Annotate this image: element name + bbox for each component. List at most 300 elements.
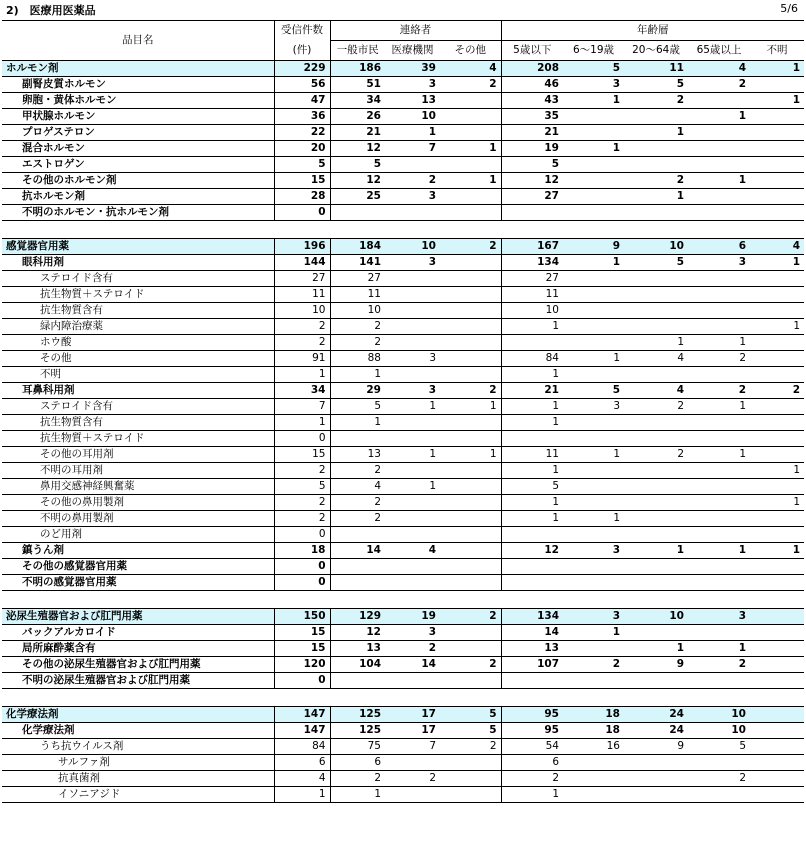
cell-age-3: 1 [688,641,750,657]
cell-contact-2: 2 [440,239,501,255]
cell-age-2: 10 [624,609,688,625]
cell-age-1: 1 [563,511,624,527]
row-label: その他のホルモン剤 [2,173,274,189]
table-row [2,351,804,367]
cell-contact-2 [440,479,501,495]
cell-age-4: 1 [750,319,804,335]
spacer-cell [688,689,750,707]
cell-age-0: 11 [501,287,563,303]
row-label: 抗生物質含有 [2,415,274,431]
cell-age-1 [563,431,624,447]
cell-contact-0: 104 [330,657,385,673]
cell-age-3: 3 [688,609,750,625]
header-age-2: 20～64歳 [624,41,688,61]
cell-age-3 [688,431,750,447]
cell-age-1 [563,125,624,141]
cell-age-1 [563,335,624,351]
row-label: 抗生物質＋ステロイド [2,431,274,447]
cell-age-2: 11 [624,61,688,77]
cell-contact-0: 12 [330,173,385,189]
cell-age-2 [624,141,688,157]
cell-contact-2: 5 [440,707,501,723]
cell-contact-0: 13 [330,447,385,463]
cell-age-2 [624,367,688,383]
row-label: 抗生物質含有 [2,303,274,319]
cell-contact-0: 4 [330,479,385,495]
cell-age-3: 5 [688,739,750,755]
cell-age-1 [563,641,624,657]
cell-count: 147 [274,707,330,723]
cell-age-0: 43 [501,93,563,109]
cell-age-1 [563,109,624,125]
row-label: ステロイド含有 [2,271,274,287]
cell-age-0: 6 [501,755,563,771]
table-row [2,173,804,189]
cell-count: 20 [274,141,330,157]
table-row [2,383,804,399]
cell-age-2: 2 [624,447,688,463]
cell-contact-2 [440,189,501,205]
cell-age-3 [688,463,750,479]
cell-age-4 [750,271,804,287]
cell-age-2 [624,431,688,447]
row-label: 副腎皮質ホルモン [2,77,274,93]
spacer-cell [274,689,330,707]
spacer-cell [688,591,750,609]
cell-age-0: 1 [501,319,563,335]
cell-age-3 [688,141,750,157]
cell-contact-2 [440,109,501,125]
cell-age-2 [624,287,688,303]
cell-age-0: 208 [501,61,563,77]
table-row [2,723,804,739]
cell-age-1 [563,463,624,479]
table-row [2,657,804,673]
table-row [2,77,804,93]
cell-age-2 [624,787,688,803]
cell-contact-0: 5 [330,157,385,173]
table-row [2,157,804,173]
cell-contact-0: 141 [330,255,385,271]
cell-age-4 [750,415,804,431]
cell-contact-2 [440,527,501,543]
cell-age-2: 1 [624,335,688,351]
table-row [2,109,804,125]
cell-age-0: 2 [501,771,563,787]
cell-contact-1 [385,511,440,527]
row-label: 不明の鼻用製剤 [2,511,274,527]
cell-age-1: 3 [563,399,624,415]
spacer-cell [2,591,274,609]
cell-count: 34 [274,383,330,399]
table-row [2,205,804,221]
cell-age-4 [750,77,804,93]
row-label: 泌尿生殖器官および肛門用薬 [2,609,274,625]
spacer-cell [440,591,501,609]
cell-count: 27 [274,271,330,287]
cell-age-1 [563,755,624,771]
cell-age-2: 1 [624,125,688,141]
cell-age-2: 9 [624,739,688,755]
cell-age-2 [624,319,688,335]
cell-age-4: 1 [750,61,804,77]
section-title: 2) 医療用医薬品 [6,4,96,17]
cell-count: 0 [274,431,330,447]
cell-contact-2 [440,495,501,511]
cell-count: 11 [274,287,330,303]
cell-contact-1: 3 [385,383,440,399]
cell-age-2: 2 [624,399,688,415]
cell-contact-0: 129 [330,609,385,625]
table-row [2,255,804,271]
cell-contact-2 [440,303,501,319]
cell-age-0 [501,575,563,591]
cell-contact-2 [440,543,501,559]
cell-count: 120 [274,657,330,673]
cell-age-1 [563,319,624,335]
cell-contact-1: 10 [385,109,440,125]
cell-age-1: 1 [563,255,624,271]
cell-contact-2 [440,205,501,221]
cell-count: 1 [274,787,330,803]
row-label: プロゲステロン [2,125,274,141]
cell-age-2 [624,109,688,125]
cell-contact-1 [385,755,440,771]
cell-contact-1: 4 [385,543,440,559]
cell-contact-1 [385,287,440,303]
cell-age-0: 11 [501,447,563,463]
cell-age-2 [624,271,688,287]
cell-age-3 [688,157,750,173]
cell-contact-0: 13 [330,641,385,657]
cell-age-4 [750,787,804,803]
cell-age-1: 18 [563,723,624,739]
cell-age-0: 1 [501,399,563,415]
cell-age-0: 27 [501,271,563,287]
cell-age-0: 46 [501,77,563,93]
cell-age-1 [563,575,624,591]
table-row [2,303,804,319]
cell-age-0: 1 [501,495,563,511]
header-age-group: 年齢層 [501,21,804,41]
cell-age-0: 13 [501,641,563,657]
cell-age-3: 2 [688,351,750,367]
cell-contact-1: 17 [385,723,440,739]
cell-age-1 [563,205,624,221]
row-label: 感覚器官用薬 [2,239,274,255]
cell-age-0: 95 [501,707,563,723]
cell-age-0: 10 [501,303,563,319]
row-label: ホルモン剤 [2,61,274,77]
cell-count: 47 [274,93,330,109]
cell-contact-2 [440,755,501,771]
cell-age-1 [563,367,624,383]
cell-age-2 [624,511,688,527]
cell-contact-1: 2 [385,641,440,657]
cell-count: 0 [274,527,330,543]
cell-count: 56 [274,77,330,93]
row-label: 抗ホルモン剤 [2,189,274,205]
cell-age-3 [688,575,750,591]
cell-contact-2: 2 [440,739,501,755]
cell-age-3: 2 [688,771,750,787]
cell-contact-2 [440,787,501,803]
table-row [2,739,804,755]
cell-contact-2 [440,157,501,173]
header-count-unit: (件) [274,41,330,61]
cell-age-1: 18 [563,707,624,723]
cell-age-4 [750,609,804,625]
cell-age-1 [563,527,624,543]
spacer-cell [624,689,688,707]
cell-age-2 [624,559,688,575]
cell-age-0: 134 [501,255,563,271]
cell-age-4 [750,771,804,787]
table-row [2,319,804,335]
cell-count: 7 [274,399,330,415]
cell-age-0: 12 [501,173,563,189]
row-label: その他の感覚器官用薬 [2,559,274,575]
cell-contact-1 [385,335,440,351]
cell-count: 84 [274,739,330,755]
cell-age-0: 14 [501,625,563,641]
cell-age-4 [750,351,804,367]
cell-age-1 [563,303,624,319]
cell-age-0: 1 [501,367,563,383]
cell-contact-2 [440,125,501,141]
cell-age-2 [624,303,688,319]
cell-contact-2: 1 [440,447,501,463]
cell-age-0: 5 [501,157,563,173]
cell-age-2: 10 [624,239,688,255]
cell-contact-0: 12 [330,141,385,157]
cell-age-2: 4 [624,383,688,399]
cell-age-0: 35 [501,109,563,125]
cell-age-3: 1 [688,399,750,415]
header-contact-group: 連絡者 [330,21,501,41]
cell-contact-0: 2 [330,511,385,527]
cell-age-1: 1 [563,625,624,641]
row-label: うち抗ウイルス剤 [2,739,274,755]
cell-contact-1: 14 [385,657,440,673]
table-row [2,673,804,689]
row-label: 混合ホルモン [2,141,274,157]
cell-age-4: 1 [750,93,804,109]
cell-age-4 [750,559,804,575]
row-label: その他の耳用剤 [2,447,274,463]
cell-contact-2: 2 [440,77,501,93]
cell-age-0: 95 [501,723,563,739]
row-label: サルファ剤 [2,755,274,771]
cell-age-4 [750,527,804,543]
spacer-cell [750,221,804,239]
cell-age-3 [688,287,750,303]
cell-contact-0 [330,575,385,591]
cell-contact-0: 11 [330,287,385,303]
cell-contact-1 [385,319,440,335]
cell-contact-1 [385,575,440,591]
row-label: イソニアジド [2,787,274,803]
cell-age-2: 4 [624,351,688,367]
cell-age-3 [688,527,750,543]
cell-contact-1: 3 [385,351,440,367]
table-row [2,495,804,511]
cell-contact-1: 17 [385,707,440,723]
cell-contact-0: 10 [330,303,385,319]
cell-count: 18 [274,543,330,559]
cell-contact-1: 3 [385,255,440,271]
cell-count: 0 [274,559,330,575]
cell-age-1 [563,479,624,495]
cell-age-4 [750,673,804,689]
cell-contact-2 [440,367,501,383]
cell-age-4 [750,189,804,205]
cell-contact-0: 26 [330,109,385,125]
cell-age-4 [750,739,804,755]
table-row [2,625,804,641]
cell-age-0: 5 [501,479,563,495]
cell-age-3 [688,479,750,495]
cell-age-2 [624,771,688,787]
cell-age-0: 1 [501,463,563,479]
cell-age-4 [750,755,804,771]
cell-count: 28 [274,189,330,205]
cell-age-0 [501,673,563,689]
table-row [2,511,804,527]
cell-age-1 [563,173,624,189]
spacer-cell [501,221,563,239]
cell-age-2: 24 [624,707,688,723]
cell-age-3: 1 [688,447,750,463]
cell-age-2: 9 [624,657,688,673]
cell-age-3 [688,93,750,109]
cell-count: 196 [274,239,330,255]
table-row [2,287,804,303]
cell-contact-2 [440,415,501,431]
cell-contact-1: 19 [385,609,440,625]
cell-age-4 [750,303,804,319]
cell-contact-0: 2 [330,319,385,335]
cell-age-2: 1 [624,189,688,205]
cell-count: 5 [274,157,330,173]
table-row [2,335,804,351]
cell-age-4 [750,109,804,125]
spacer-cell [501,591,563,609]
row-label: 甲状腺ホルモン [2,109,274,125]
cell-age-1 [563,271,624,287]
row-label: ステロイド含有 [2,399,274,415]
row-label: 卵胞・黄体ホルモン [2,93,274,109]
cell-age-4 [750,707,804,723]
header-age-3: 65歳以上 [688,41,750,61]
cell-contact-1: 2 [385,771,440,787]
poison-inquiry-table [2,20,804,803]
cell-age-3: 10 [688,707,750,723]
cell-age-2 [624,157,688,173]
cell-contact-2 [440,351,501,367]
cell-contact-0: 186 [330,61,385,77]
row-label: 不明のホルモン・抗ホルモン剤 [2,205,274,221]
spacer-cell [624,221,688,239]
cell-contact-1: 2 [385,173,440,189]
cell-age-3 [688,673,750,689]
cell-count: 4 [274,771,330,787]
spacer-cell [274,221,330,239]
cell-age-2: 1 [624,641,688,657]
cell-age-1 [563,787,624,803]
row-label: その他 [2,351,274,367]
cell-contact-2 [440,511,501,527]
cell-age-3: 2 [688,383,750,399]
spacer-cell [274,591,330,609]
cell-contact-1 [385,367,440,383]
cell-age-0: 12 [501,543,563,559]
cell-contact-0 [330,673,385,689]
cell-contact-2: 2 [440,383,501,399]
cell-contact-1: 1 [385,447,440,463]
cell-age-0: 134 [501,609,563,625]
table-row [2,641,804,657]
cell-contact-1 [385,415,440,431]
cell-age-4 [750,575,804,591]
table-row [2,463,804,479]
spacer-cell [750,689,804,707]
cell-age-3: 3 [688,255,750,271]
cell-age-0: 21 [501,383,563,399]
cell-age-0 [501,559,563,575]
spacer-cell [385,689,440,707]
cell-age-4 [750,479,804,495]
table-row [2,609,804,625]
cell-age-1: 1 [563,351,624,367]
cell-age-3: 10 [688,723,750,739]
cell-contact-2 [440,641,501,657]
cell-contact-1: 3 [385,189,440,205]
cell-count: 10 [274,303,330,319]
cell-age-3 [688,755,750,771]
cell-count: 0 [274,673,330,689]
cell-contact-1 [385,787,440,803]
header-contact-1: 医療機関 [385,41,440,61]
cell-contact-1: 7 [385,141,440,157]
cell-contact-2 [440,673,501,689]
cell-age-1 [563,415,624,431]
cell-count: 144 [274,255,330,271]
cell-age-3: 6 [688,239,750,255]
cell-age-2: 2 [624,93,688,109]
cell-age-3 [688,787,750,803]
cell-contact-2 [440,559,501,575]
cell-age-2 [624,479,688,495]
cell-age-4 [750,657,804,673]
cell-age-3 [688,367,750,383]
cell-age-4 [750,723,804,739]
cell-contact-1: 39 [385,61,440,77]
spacer-cell [563,591,624,609]
cell-age-0 [501,431,563,447]
row-label: 緑内障治療薬 [2,319,274,335]
cell-count: 0 [274,575,330,591]
row-label: ホウ酸 [2,335,274,351]
row-label: 局所麻酔薬含有 [2,641,274,657]
cell-contact-1: 13 [385,93,440,109]
cell-age-0: 167 [501,239,563,255]
cell-age-1: 3 [563,543,624,559]
cell-contact-2 [440,771,501,787]
cell-age-3 [688,495,750,511]
row-label: 不明の耳用剤 [2,463,274,479]
spacer-cell [2,689,274,707]
